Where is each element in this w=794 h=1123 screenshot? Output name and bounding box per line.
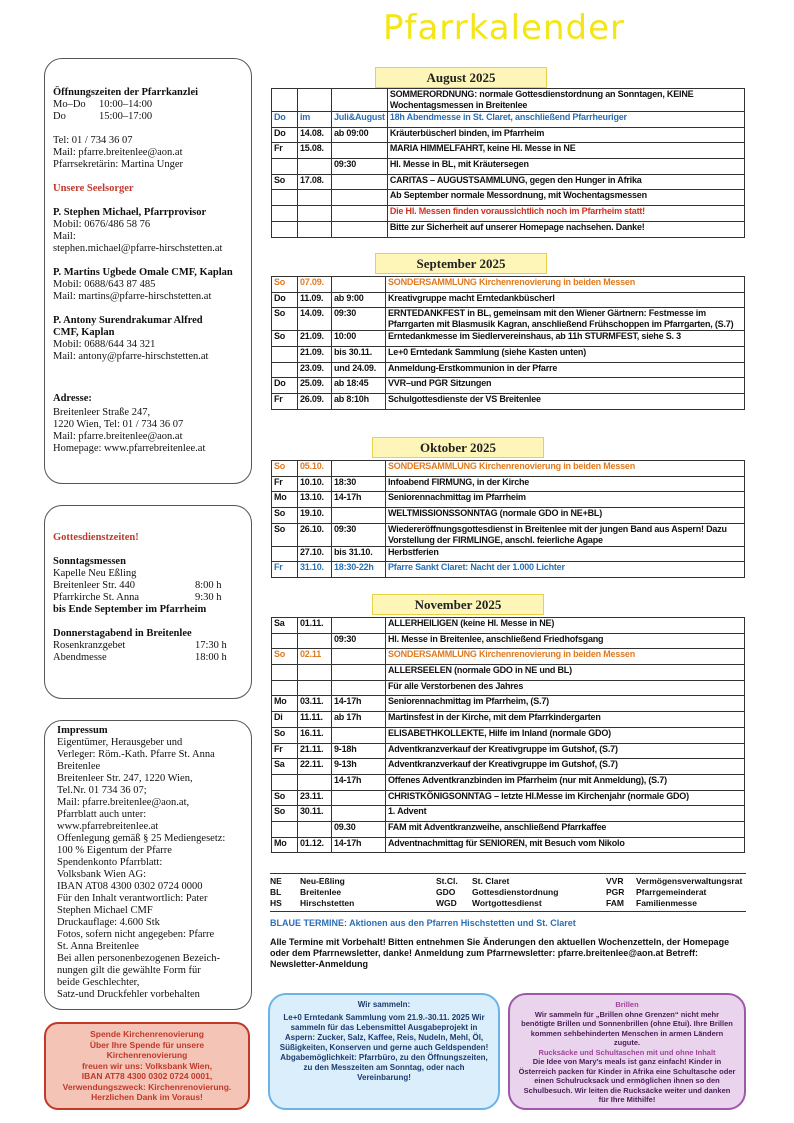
- day-cell: So: [272, 727, 298, 743]
- day-cell: Fr: [272, 743, 298, 759]
- event-cell: Offenes Adventkranzbinden im Pfarrheim (nur mit Anmeldung), (S.7): [386, 774, 745, 790]
- calendar-row: [272, 277, 745, 293]
- time-cell: 18:30-22h: [332, 562, 386, 578]
- day-cell: Do: [272, 127, 298, 143]
- calendar-row: [272, 347, 745, 363]
- event-cell: Die Hl. Messen finden voraussichtlich noch im Pfarrheim statt!: [387, 206, 744, 222]
- calendar-row: [272, 492, 745, 508]
- day-cell: Do: [272, 378, 298, 394]
- time-cell: [332, 89, 388, 112]
- calendar-row: [272, 712, 745, 728]
- day-cell: Do: [272, 292, 298, 308]
- day-cell: Mo: [272, 492, 298, 508]
- date-cell: 14.09.: [298, 308, 332, 331]
- time-cell: [332, 790, 386, 806]
- impressum-line: Spendenkonto Pfarrblatt:: [57, 857, 163, 868]
- calendar-row: [272, 362, 745, 378]
- date-cell: 01.11.: [298, 618, 332, 634]
- pastor-mail: Mail: antony@pfarre-hirschstetten.at: [53, 351, 209, 362]
- glasses-heading: Brillen: [615, 1000, 639, 1009]
- date-cell: 27.10.: [298, 546, 332, 562]
- event-cell: FAM mit Adventkranzweihe, anschließend Pfarrkaffee: [386, 821, 745, 837]
- event-cell: Kreativgruppe macht Erntedankbüscherl: [386, 292, 745, 308]
- event-cell: Seniorennachmittag im Pfarrheim, (S.7): [386, 696, 745, 712]
- day-cell: So: [272, 174, 298, 190]
- event-cell: ALLERSEELEN (normale GDO in NE und BL): [386, 665, 745, 681]
- date-cell: 31.10.: [298, 562, 332, 578]
- calendar-row: [272, 696, 745, 712]
- day-cell: Mo: [272, 696, 298, 712]
- event-cell: ALLERHEILIGEN (keine Hl. Messe in NE): [386, 618, 745, 634]
- calendar-row: [272, 665, 745, 681]
- glasses-text: Wir sammeln für „Brillen ohne Grenzen“ nicht mehr benötigte Brillen und Sonnenbrillen (ohne Etui). Ihre Brillen kommen sehbehinderten Menschen in armen Ländern zugute.: [521, 1009, 733, 1047]
- time-cell: ab 18:45: [332, 378, 386, 394]
- time-cell: ab 9:00: [332, 292, 386, 308]
- date-cell: [298, 206, 332, 222]
- calendar-row: [272, 618, 745, 634]
- calendar-row: [272, 806, 745, 822]
- spende-line: freuen wir uns: Volksbank Wien,: [81, 1060, 213, 1071]
- services-heading: Gottesdienstzeiten!: [53, 532, 139, 543]
- date-cell: [298, 159, 332, 175]
- day-cell: [272, 206, 298, 222]
- service-line: Kapelle Neu Eßling: [53, 568, 137, 579]
- impressum-line: Verleger: Röm.-Kath. Pfarre St. Anna: [57, 749, 215, 760]
- impressum-line: beide Geschlechter,: [57, 977, 140, 988]
- time-cell: [332, 806, 386, 822]
- event-cell: MARIA HIMMELFAHRT, keine Hl. Messe in NE: [387, 143, 744, 159]
- page-title: Pfarrkalender: [383, 8, 625, 48]
- time-cell: [332, 665, 386, 681]
- time-cell: ab 17h: [332, 712, 386, 728]
- day-cell: So: [272, 331, 298, 347]
- calendar-row: [272, 743, 745, 759]
- impressum-line: Satz-und Druckfehler vorbehalten: [57, 989, 200, 1000]
- date-cell: [298, 221, 332, 237]
- date-cell: 17.08.: [298, 174, 332, 190]
- event-cell: VVR–und PGR Sitzungen: [386, 378, 745, 394]
- event-cell: Adventkranzverkauf der Kreativgruppe im Gutshof, (S.7): [386, 743, 745, 759]
- day-cell: Fr: [272, 562, 298, 578]
- time-cell: [332, 143, 388, 159]
- day-cell: [272, 546, 298, 562]
- office-tel: Tel: 01 / 734 36 07: [53, 135, 133, 146]
- collection-heading: Wir sammeln:: [357, 1000, 411, 1009]
- day-cell: So: [272, 806, 298, 822]
- impressum-line: Impressum: [57, 725, 108, 736]
- abbreviation-legend: [270, 873, 746, 912]
- impressum-line: IBAN AT08 4300 0302 0724 0000: [57, 881, 203, 892]
- calendar-row: [272, 727, 745, 743]
- event-cell: Anmeldung-Erstkommunion in der Pfarre: [386, 362, 745, 378]
- month-header: August 2025: [375, 67, 547, 88]
- time-cell: 14-17h: [332, 837, 386, 853]
- date-cell: 07.09.: [298, 277, 332, 293]
- time-cell: 09:30: [332, 633, 386, 649]
- time-cell: 9-18h: [332, 743, 386, 759]
- impressum-line: Für den Inhalt verantwortlich: Pater: [57, 893, 208, 904]
- pastor-mobile: Mobil: 0688/644 34 321: [53, 339, 156, 350]
- event-cell: Bitte zur Sicherheit auf unserer Homepage nachsehen. Danke!: [387, 221, 744, 237]
- month-header: September 2025: [375, 253, 547, 274]
- calendar-row: [272, 774, 745, 790]
- day-cell: Sa: [272, 759, 298, 775]
- time-cell: [332, 461, 386, 477]
- date-cell: 14.08.: [298, 127, 332, 143]
- date-cell: 21.09.: [298, 347, 332, 363]
- day-cell: Mo: [272, 837, 298, 853]
- office-hours-row: Mo–Do 10:00–14:00: [53, 99, 153, 110]
- calendar-row: [272, 680, 745, 696]
- event-cell: Le+0 Erntedank Sammlung (siehe Kasten unten): [386, 347, 745, 363]
- time-cell: [332, 618, 386, 634]
- event-cell: ERNTEDANKFEST in BL, gemeinsam mit den Wiener Gärtnern: Festmesse im Pfarrgarten mit Blasmusik Kagran, anschließend Frühschoppen im Pfarrgarten, (S.7): [386, 308, 745, 331]
- calendar-table-oktober: [271, 460, 745, 578]
- day-cell: [272, 347, 298, 363]
- event-cell: Für alle Verstorbenen des Jahres: [386, 680, 745, 696]
- impressum-line: Offenlegung gemäß § 25 Mediengesetz:: [57, 833, 226, 844]
- time-cell: [332, 508, 386, 524]
- spende-line: Spende Kirchenrenovierung: [90, 1029, 204, 1039]
- event-cell: SONDERSAMMLUNG Kirchenrenovierung in beiden Messen: [386, 461, 745, 477]
- calendar-row: [272, 546, 745, 562]
- time-cell: [332, 277, 386, 293]
- event-cell: 1. Advent: [386, 806, 745, 822]
- time-cell: 09.30: [332, 821, 386, 837]
- calendar-table-september: [271, 276, 745, 410]
- calendar-row: [272, 159, 745, 175]
- calendar-row: [272, 206, 745, 222]
- day-cell: Sa: [272, 618, 298, 634]
- date-cell: [298, 774, 332, 790]
- calendar-row: [272, 378, 745, 394]
- day-cell: So: [272, 523, 298, 546]
- day-cell: [272, 89, 298, 112]
- address-line: Breitenleer Straße 247,: [53, 407, 151, 418]
- time-cell: 18:30: [332, 476, 386, 492]
- impressum-line: Tel.Nr. 01 734 36 07;: [57, 785, 147, 796]
- calendar-table-november: [271, 617, 745, 853]
- date-cell: 21.11.: [298, 743, 332, 759]
- time-cell: 10:00: [332, 331, 386, 347]
- event-cell: Hl. Messe in BL, mit Kräutersegen: [387, 159, 744, 175]
- pastor-mobile: Mobil: 0688/643 87 485: [53, 279, 156, 290]
- impressum-line: Bei allen personenbezogenen Bezeich-: [57, 953, 220, 964]
- donation-box: [44, 1022, 250, 1110]
- date-cell: 02.11: [298, 649, 332, 665]
- calendar-row: [272, 143, 745, 159]
- time-cell: [332, 206, 388, 222]
- backpacks-heading: Rucksäcke und Schultaschen mit und ohne Inhalt: [538, 1047, 716, 1057]
- service-line: Pfarrkirche St. Anna 9:30 h: [53, 592, 222, 603]
- pastor-mobile: Mobil: 0676/486 58 76: [53, 219, 151, 230]
- time-cell: 14-17h: [332, 774, 386, 790]
- spende-line: Verwendungszweck: Kirchenrenovierung.: [62, 1081, 232, 1092]
- collection-text: Le+0 Erntedank Sammlung vom 21.9.-30.11. 2025 Wir sammeln für das Lebensmittel Ausgabeprojekt in Aspern: Zucker, Salz, Kaffee, Reis, Nudeln, Mehl, Öl, Süßigkeiten, Konserven und gerne auch Geldspenden! Abgabemöglichkeit: Pfarrbüro, zu den Öffnungszeiten, zu den Messzeiten am Sonntag, oder nach Vereinbarung!: [279, 1013, 489, 1082]
- event-cell: SONDERSAMMLUNG Kirchenrenovierung in beiden Messen: [386, 277, 745, 293]
- date-cell: 11.11.: [298, 712, 332, 728]
- calendar-row: [272, 649, 745, 665]
- day-cell: [272, 774, 298, 790]
- event-cell: Seniorennachmittag im Pfarrheim: [386, 492, 745, 508]
- address-heading: Adresse:: [53, 393, 92, 404]
- day-cell: [272, 221, 298, 237]
- day-cell: [272, 680, 298, 696]
- time-cell: bis 31.10.: [332, 546, 386, 562]
- event-cell: Ab September normale Messordnung, mit Wochentagsmessen: [387, 190, 744, 206]
- time-cell: 9-13h: [332, 759, 386, 775]
- legend-row: NE Neu-Eßling St.Cl. St. Claret VVR Vermögensverwaltungsrat: [270, 876, 743, 886]
- sunday-heading: Sonntagsmessen: [53, 556, 126, 567]
- impressum-line: nungen gilt die gewählte Form für: [57, 965, 201, 976]
- calendar-row: [272, 562, 745, 578]
- impressum-line: Pfarrblatt auch unter:: [57, 809, 147, 820]
- time-cell: [332, 727, 386, 743]
- time-cell: ab 09:00: [332, 127, 388, 143]
- date-cell: 05.10.: [298, 461, 332, 477]
- day-cell: So: [272, 508, 298, 524]
- thursday-heading: Donnerstagabend in Breitenlee: [53, 628, 192, 639]
- calendar-row: [272, 821, 745, 837]
- office-hours-row: Do 15:00–17:00: [53, 111, 153, 122]
- impressum-text: [57, 725, 243, 1001]
- event-cell: Wiedereröffnungsgottesdienst in Breitenlee mit der jungen Band aus Aspern! Dazu Vorstellung der FIRMLINGE, anschl. feierliche Agape: [386, 523, 745, 546]
- date-cell: 30.11.: [298, 806, 332, 822]
- pastor-name: P. Stephen Michael, Pfarrprovisor: [53, 207, 207, 218]
- time-cell: 14-17h: [332, 492, 386, 508]
- address-line: Mail: pfarre.breitenlee@aon.at: [53, 431, 183, 442]
- date-cell: 10.10.: [298, 476, 332, 492]
- time-cell: und 24.09.: [332, 362, 386, 378]
- pastor-title: CMF, Kaplan: [53, 327, 115, 338]
- legend-row: HS Hirschstetten WGD Wortgottesdienst FAM Familienmesse: [270, 898, 697, 908]
- legend-row: BL Breitenlee GDO Gottesdienstordnung PGR Pfarrgemeinderat: [270, 887, 707, 897]
- day-cell: [272, 633, 298, 649]
- day-cell: So: [272, 277, 298, 293]
- pastor-name: P. Antony Surendrakumar Alfred: [53, 315, 203, 326]
- calendar-row: [272, 308, 745, 331]
- impressum-line: Breitenlee: [57, 761, 101, 772]
- impressum-line: Volksbank Wien AG:: [57, 869, 147, 880]
- event-cell: ELISABETHKOLLEKTE, Hilfe im Inland (normale GDO): [386, 727, 745, 743]
- calendar-row: [272, 394, 745, 410]
- calendar-row: [272, 523, 745, 546]
- event-cell: Pfarre Sankt Claret: Nacht der 1.000 Lichter: [386, 562, 745, 578]
- event-cell: Kräuterbüscherl binden, im Pfarrheim: [387, 127, 744, 143]
- pastor-mail: Mail: martins@pfarre-hirschstetten.at: [53, 291, 212, 302]
- time-cell: 09:30: [332, 308, 386, 331]
- date-cell: 11.09.: [298, 292, 332, 308]
- office-heading: Öffnungszeiten der Pfarrkanzlei: [53, 87, 199, 98]
- event-cell: 18h Abendmesse in St. Claret, anschließend Pfarrheuriger: [387, 112, 744, 128]
- pastor-mail-label: Mail:: [53, 231, 76, 242]
- day-cell: So: [272, 461, 298, 477]
- day-cell: Di: [272, 712, 298, 728]
- day-cell: [272, 362, 298, 378]
- impressum-line: St. Anna Breitenlee: [57, 941, 139, 952]
- time-cell: 09:30: [332, 523, 386, 546]
- time-cell: ab 8:10h: [332, 394, 386, 410]
- calendar-row: [272, 127, 745, 143]
- office-secretary: Pfarrsekretärin: Martina Unger: [53, 159, 184, 170]
- time-cell: 14-17h: [332, 696, 386, 712]
- impressum-line: Fotos, sofern nicht angegeben: Pfarre: [57, 929, 215, 940]
- office-mail: Mail: pfarre.breitenlee@aon.at: [53, 147, 183, 158]
- day-cell: Fr: [272, 143, 298, 159]
- office-hours-box: [44, 58, 252, 484]
- calendar-table-august: [271, 88, 745, 238]
- time-cell: [332, 221, 388, 237]
- calendar-row: [272, 112, 745, 128]
- calendar-row: [272, 461, 745, 477]
- time-cell: [332, 680, 386, 696]
- service-line: bis Ende September im Pfarrheim: [53, 604, 207, 615]
- collection-box: [268, 993, 500, 1110]
- calendar-row: [272, 190, 745, 206]
- event-cell: CARITAS – AUGUSTSAMMLUNG, gegen den Hunger in Afrika: [387, 174, 744, 190]
- backpacks-text: Die Idee von Mary's meals ist ganz einfach! Kinder in Österreich packen für Kinder in Afrika eine Schultasche oder einen Schulrucksack und ermöglichen ihnen so den Schulbesuch. Wir leiten die Rucksäcke weiter und danken für Ihre Mithilfe!: [518, 1057, 736, 1104]
- day-cell: So: [272, 790, 298, 806]
- calendar-row: [272, 331, 745, 347]
- event-cell: Herbstferien: [386, 546, 745, 562]
- calendar-row: [272, 633, 745, 649]
- day-cell: Fr: [272, 476, 298, 492]
- date-cell: [298, 633, 332, 649]
- date-cell: [298, 89, 332, 112]
- date-cell: 15.08.: [298, 143, 332, 159]
- day-cell: So: [272, 308, 298, 331]
- day-cell: [272, 159, 298, 175]
- month-header: Oktober 2025: [372, 437, 544, 458]
- event-cell: Schulgottesdienste der VS Breitenlee: [386, 394, 745, 410]
- glasses-box: [508, 993, 746, 1110]
- event-cell: Adventnachmittag für SENIOREN, mit Besuch vom Nikolo: [386, 837, 745, 853]
- date-cell: [298, 821, 332, 837]
- pastor-name: P. Martins Ugbede Omale CMF, Kaplan: [53, 267, 233, 278]
- spende-line: Über Ihre Spende für unsere Kirchenrenovierung: [89, 1039, 205, 1060]
- service-line: Breitenleer Str. 440 8:00 h: [53, 580, 222, 591]
- date-cell: 13.10.: [298, 492, 332, 508]
- service-line: Abendmesse 18:00 h: [53, 652, 227, 663]
- date-cell: 23.11.: [298, 790, 332, 806]
- day-cell: [272, 665, 298, 681]
- day-cell: [272, 190, 298, 206]
- address-line: 1220 Wien, Tel: 01 / 734 36 07: [53, 419, 184, 430]
- date-cell: 21.09.: [298, 331, 332, 347]
- impressum-line: Eigentümer, Herausgeber und: [57, 737, 183, 748]
- calendar-row: [272, 790, 745, 806]
- pastors-heading: Unsere Seelsorger: [53, 183, 134, 194]
- time-cell: [332, 190, 388, 206]
- day-cell: Do: [272, 112, 298, 128]
- month-header: November 2025: [372, 594, 544, 615]
- impressum-line: Mail: pfarre.breitenlee@aon.at,: [57, 797, 190, 808]
- address-line: Homepage: www.pfarrebreitenlee.at: [53, 443, 206, 454]
- date-cell: [298, 190, 332, 206]
- disclaimer-note: Alle Termine mit Vorbehalt! Bitten entnehmen Sie Änderungen den aktuellen Wochenzetteln, der Homepage oder dem Pfarrnewsletter, danke! Anmeldung zum Pfarrnewsletter: pfarre.breitenlee@aon.at Betreff: Newsletter-Anmeldung: [270, 937, 730, 969]
- impressum-line: Druckauflage: 4.600 Stk: [57, 917, 160, 928]
- time-cell: bis 30.11.: [332, 347, 386, 363]
- calendar-row: [272, 89, 745, 112]
- event-cell: WELTMISSIONSSONNTAG (normale GDO in NE+BL): [386, 508, 745, 524]
- date-cell: 23.09.: [298, 362, 332, 378]
- calendar-row: [272, 174, 745, 190]
- date-cell: 25.09.: [298, 378, 332, 394]
- event-cell: SOMMERORDNUNG: normale Gottesdienstordnung an Sonntagen, KEINE Wochentagsmessen in Breitenlee: [387, 89, 744, 112]
- date-cell: 19.10.: [298, 508, 332, 524]
- date-cell: [298, 665, 332, 681]
- spende-line: IBAN AT78 4300 0302 0724 0001,: [81, 1071, 213, 1081]
- date-cell: 03.11.: [298, 696, 332, 712]
- blue-note: BLAUE TERMINE: Aktionen aus den Pfarren Hischstetten und St. Claret: [270, 918, 576, 928]
- pastor-mail: stephen.michael@pfarre-hirschstetten.at: [53, 243, 223, 254]
- date-cell: 26.09.: [298, 394, 332, 410]
- time-cell: 09:30: [332, 159, 388, 175]
- date-cell: 16.11.: [298, 727, 332, 743]
- calendar-row: [272, 759, 745, 775]
- time-cell: [332, 174, 388, 190]
- impressum-line: www.pfarrebreitenlee.at: [57, 821, 159, 832]
- event-cell: SONDERSAMMLUNG Kirchenrenovierung in beiden Messen: [386, 649, 745, 665]
- day-cell: Fr: [272, 394, 298, 410]
- calendar-row: [272, 476, 745, 492]
- day-cell: So: [272, 649, 298, 665]
- time-cell: Juli&August: [332, 112, 388, 128]
- event-cell: Martinsfest in der Kirche, mit dem Pfarrkindergarten: [386, 712, 745, 728]
- event-cell: Infoabend FIRMUNG, in der Kirche: [386, 476, 745, 492]
- time-cell: [332, 649, 386, 665]
- calendar-row: [272, 837, 745, 853]
- calendar-row: [272, 508, 745, 524]
- event-cell: CHRISTKÖNIGSONNTAG – letzte Hl.Messe im Kirchenjahr (normale GDO): [386, 790, 745, 806]
- service-times-box: [44, 505, 252, 699]
- impressum-line: Stephen Michael CMF: [57, 905, 153, 916]
- date-cell: 22.11.: [298, 759, 332, 775]
- date-cell: 01.12.: [298, 837, 332, 853]
- day-cell: [272, 821, 298, 837]
- impressum-line: 100 % Eigentum der Pfarre: [57, 845, 172, 856]
- impressum-box: [44, 720, 252, 1010]
- event-cell: Adventkranzverkauf der Kreativgruppe im Gutshof, (S.7): [386, 759, 745, 775]
- date-cell: [298, 680, 332, 696]
- spende-line: Herzlichen Dank im Voraus!: [91, 1092, 203, 1102]
- date-cell: im: [298, 112, 332, 128]
- date-cell: 26.10.: [298, 523, 332, 546]
- event-cell: Hl. Messe in Breitenlee, anschließend Friedhofsgang: [386, 633, 745, 649]
- service-line: Rosenkranzgebet 17:30 h: [53, 640, 227, 651]
- event-cell: Erntedankmesse im Siedlervereinshaus, ab 11h STURMFEST, siehe S. 3: [386, 331, 745, 347]
- calendar-row: [272, 221, 745, 237]
- impressum-line: Breitenleer Str. 247, 1220 Wien,: [57, 773, 193, 784]
- calendar-row: [272, 292, 745, 308]
